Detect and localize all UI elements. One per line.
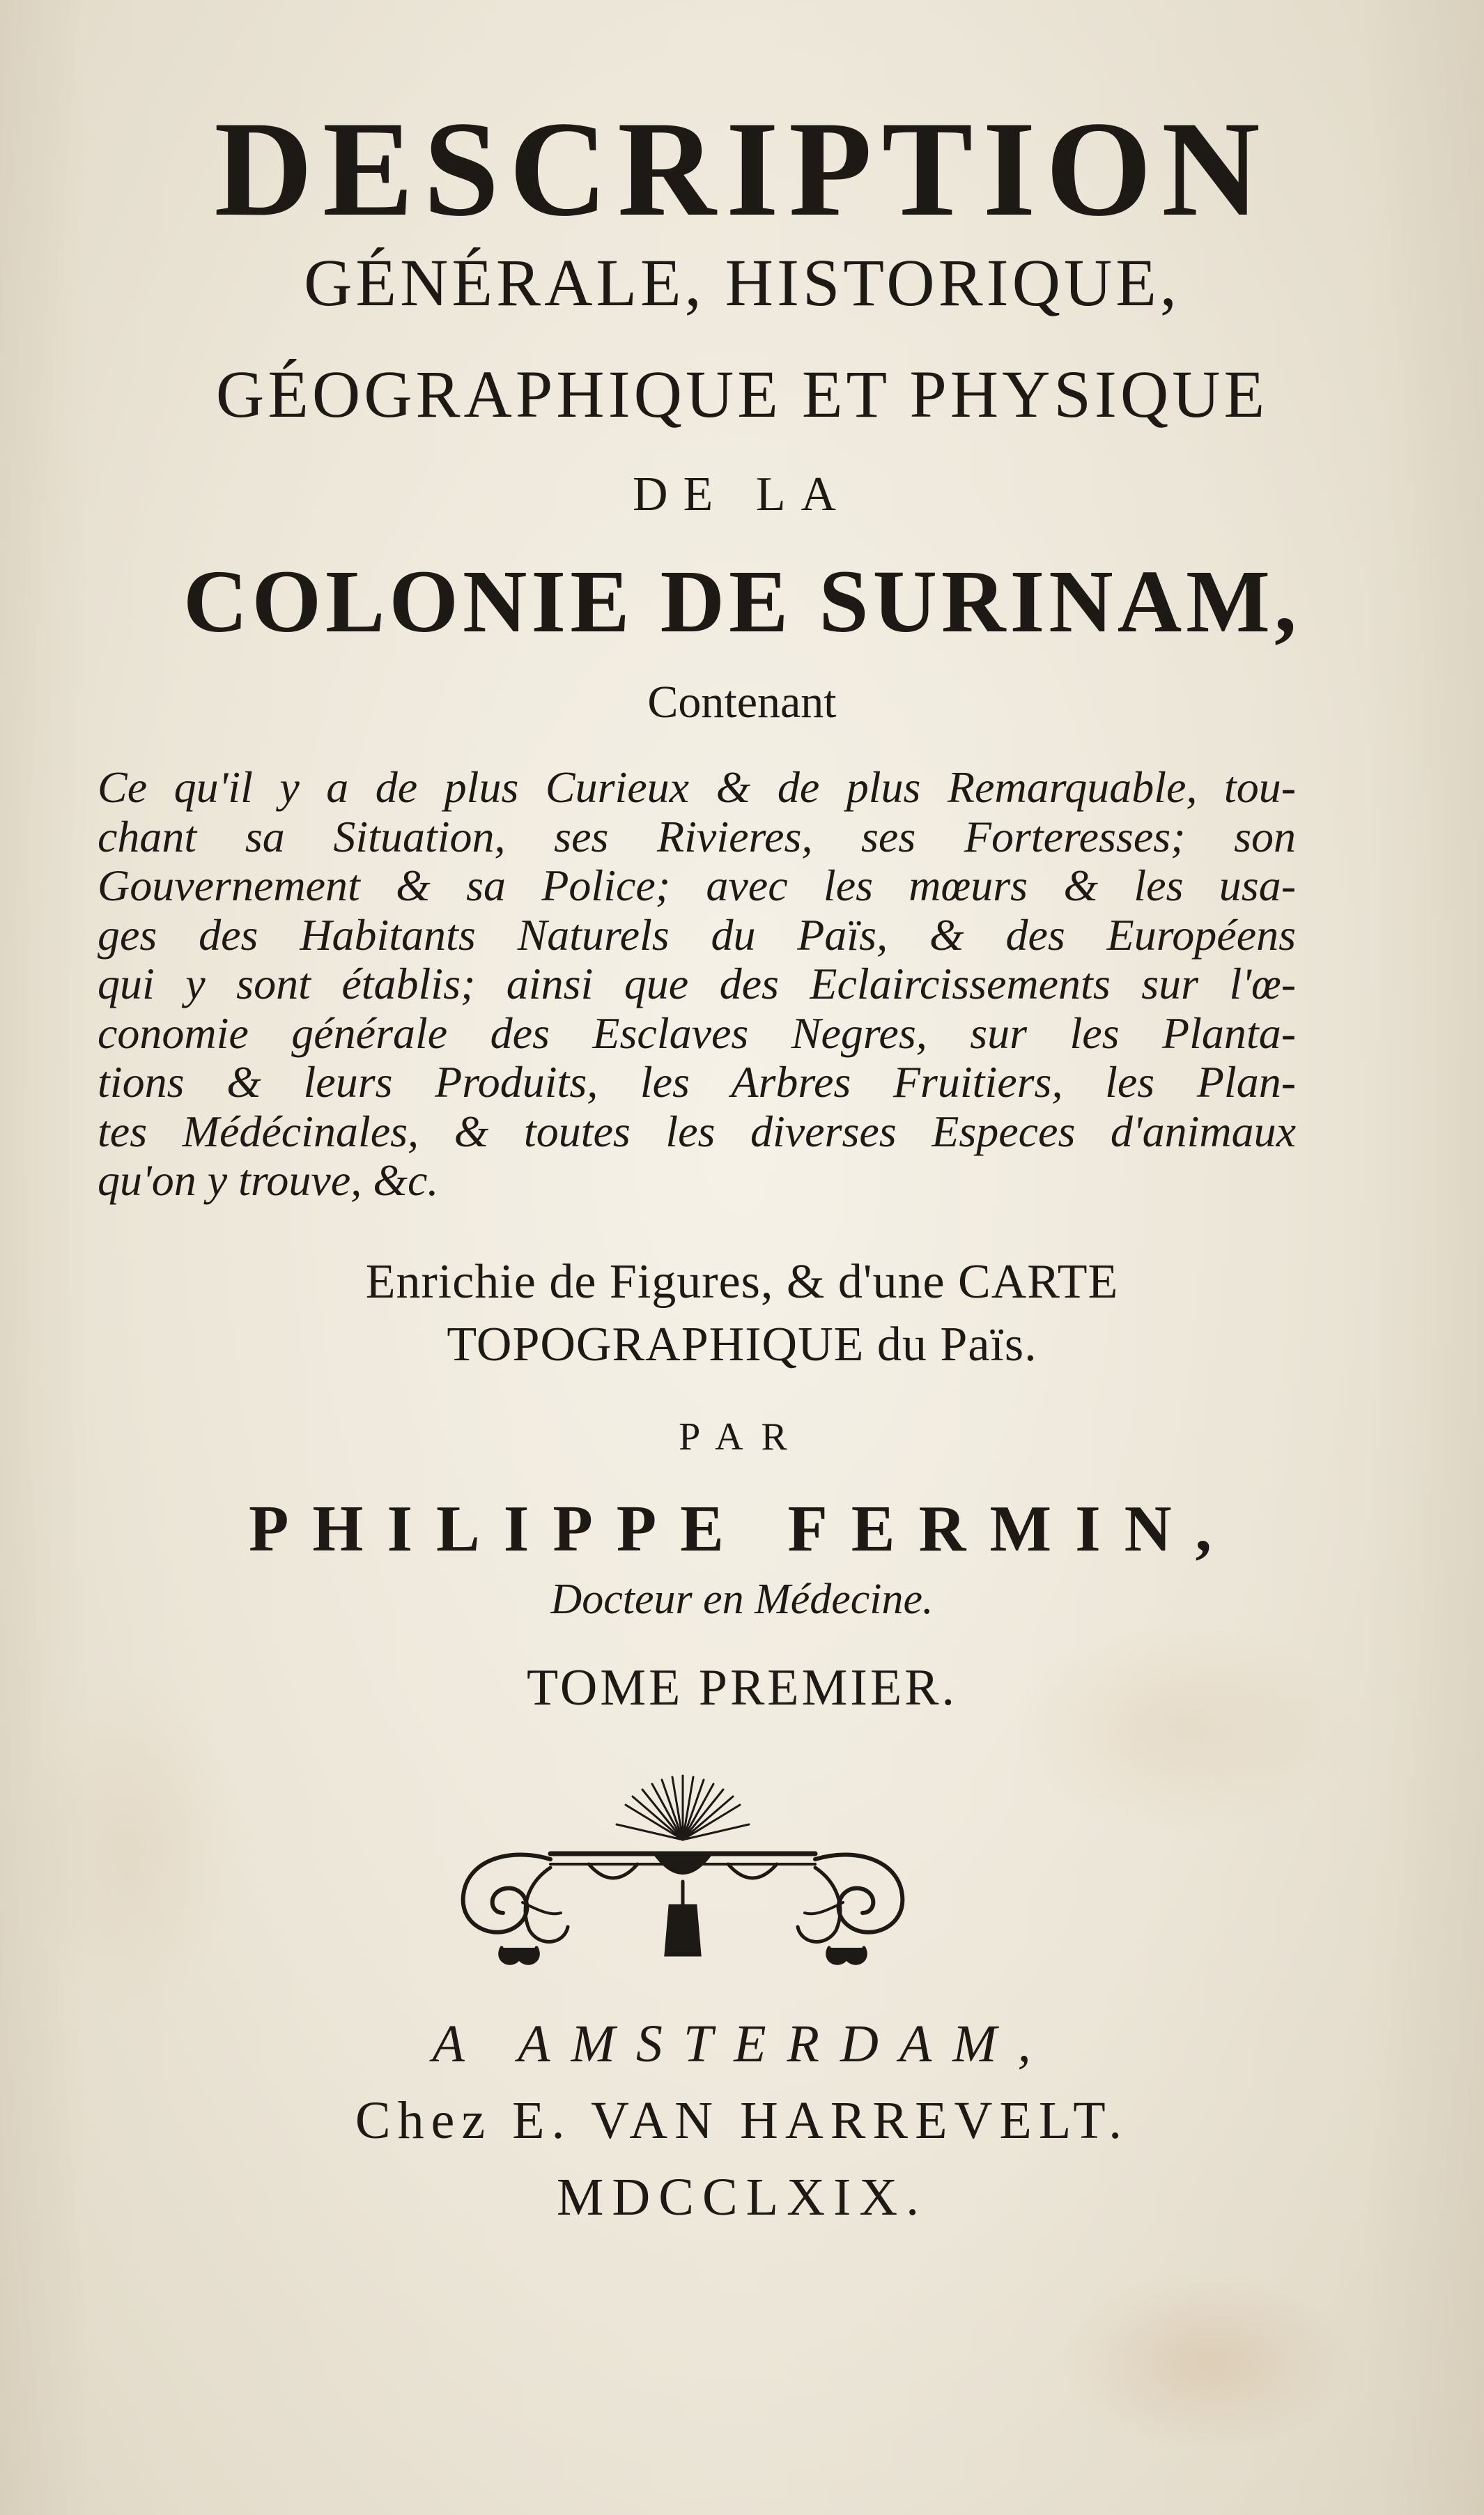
foxing-stain	[1059, 2272, 1352, 2453]
description-line: tes Médécinales, & toutes les diverses Especes d'animaux	[98, 1106, 1296, 1156]
foxing-stain	[1010, 1624, 1359, 1833]
title-line-4: DE LA	[632, 468, 852, 521]
enrichie-line-2: TOPOGRAPHIQUE du Païs.	[447, 1318, 1037, 1371]
description-paragraph	[98, 763, 1296, 1206]
description-line: chant sa Situation, ses Rivieres, ses Forteresses; son	[98, 811, 1296, 861]
title-main: DESCRIPTION	[214, 93, 1270, 245]
volume-label: TOME PREMIER.	[526, 1659, 958, 1716]
author-name: PHILIPPE FERMIN,	[248, 1493, 1236, 1565]
imprint-printer: Chez E. VAN HARREVELT.	[355, 2091, 1129, 2150]
title-line-2: GÉNÉRALE, HISTORIQUE,	[304, 245, 1180, 320]
description-line: tions & leurs Produits, les Arbres Fruitiers, les Plan-	[98, 1057, 1296, 1107]
imprint-place: A AMSTERDAM,	[432, 2015, 1052, 2073]
description-line: qui y sont établis; ainsi que des Eclaircissements sur l'œ-	[98, 959, 1296, 1008]
imprint-year: MDCCLXIX.	[556, 2168, 928, 2226]
description-line: conomie générale des Esclaves Negres, sur les Planta-	[98, 1008, 1296, 1058]
title-line-3: GÉOGRAPHIQUE ET PHYSIQUE	[215, 357, 1269, 431]
foxing-stain	[28, 1672, 237, 2021]
par-label: PAR	[679, 1415, 805, 1459]
printers-ornament-icon	[446, 1770, 920, 1972]
enrichie-line-1: Enrichie de Figures, & d'une CARTE	[365, 1255, 1119, 1309]
title-line-5: COLONIE DE SURINAM,	[183, 552, 1301, 651]
description-line: ges des Habitants Naturels du Païs, & des Européens	[98, 909, 1296, 960]
contenant-label: Contenant	[647, 677, 837, 728]
description-line: Gouvernement & sa Police; avec les mœurs & les usa-	[98, 861, 1296, 910]
description-line: qu'on y trouve, &c.	[98, 1155, 439, 1205]
author-degree: Docteur en Médecine.	[550, 1576, 934, 1623]
description-line: Ce qu'il y a de plus Curieux & de plus Remarquable, tou-	[98, 762, 1296, 812]
